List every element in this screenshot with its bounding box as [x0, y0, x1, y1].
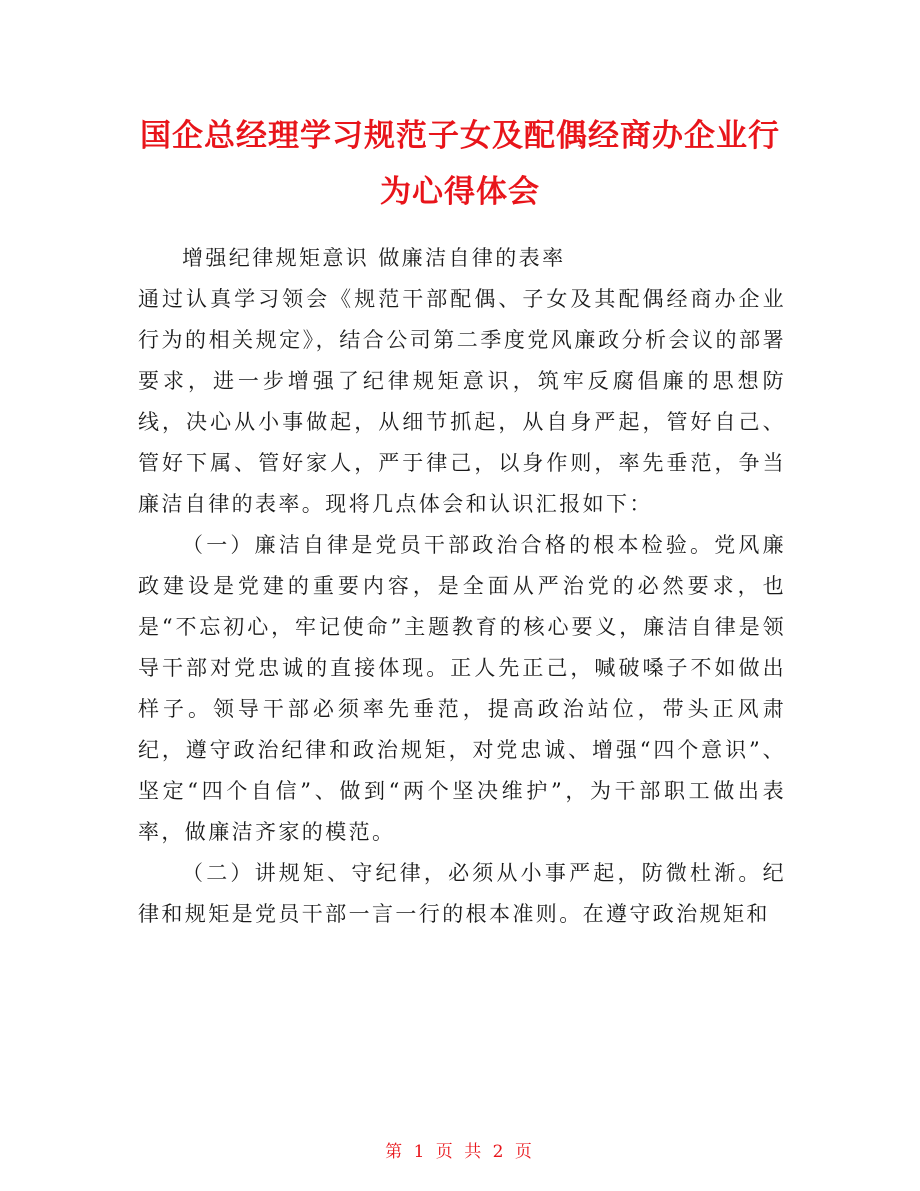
paragraph-section-1: （一）廉洁自律是党员干部政治合格的根本检验。党风廉政建设是党建的重要内容，是全面从严治党的必然要求，也是“不忘初心，牢记使命”主题教育的核心要义，廉洁自律是领导干部对党忠诚的直接体现。正人先正己，喊破嗓子不如做出样子。领导干部必须率先垂范，提高政治站位，带头正风肃纪，遵守政治纪律和政治规矩，对党忠诚、增强“四个意识”、坚定“四个自信”、做到“两个坚决维护”，为干部职工做出表率，做廉洁齐家的模范。 [138, 533, 786, 844]
paragraph-intro: 通过认真学习领会《规范干部配偶、子女及其配偶经商办企业行为的相关规定》，结合公司第二季度党风廉政分析会议的部署要求，进一步增强了纪律规矩意识，筑牢反腐倡廉的思想防线，决心从小事做起，从细节抓起，从自身严起，管好自己、管好下属、管好家人，严于律己，以身作则，率先垂范，争当廉洁自律的表率。现将几点体会和认识汇报如下： [138, 287, 786, 516]
document-title [120, 108, 800, 220]
document-body [138, 238, 786, 935]
page-number-footer: 第 1 页 共 2 页 [385, 1142, 535, 1162]
paragraph-section-2: （二）讲规矩、守纪律，必须从小事严起，防微杜渐。纪律和规矩是党员干部一言一行的根本准则。在遵守政治规矩和 [138, 861, 786, 926]
title-line-1: 国企总经理学习规范子女及配偶经商办企业行 [140, 118, 780, 154]
subheading: 增强纪律规矩意识 做廉洁自律的表率 [182, 246, 566, 270]
title-line-2: 为心得体会 [380, 174, 540, 210]
